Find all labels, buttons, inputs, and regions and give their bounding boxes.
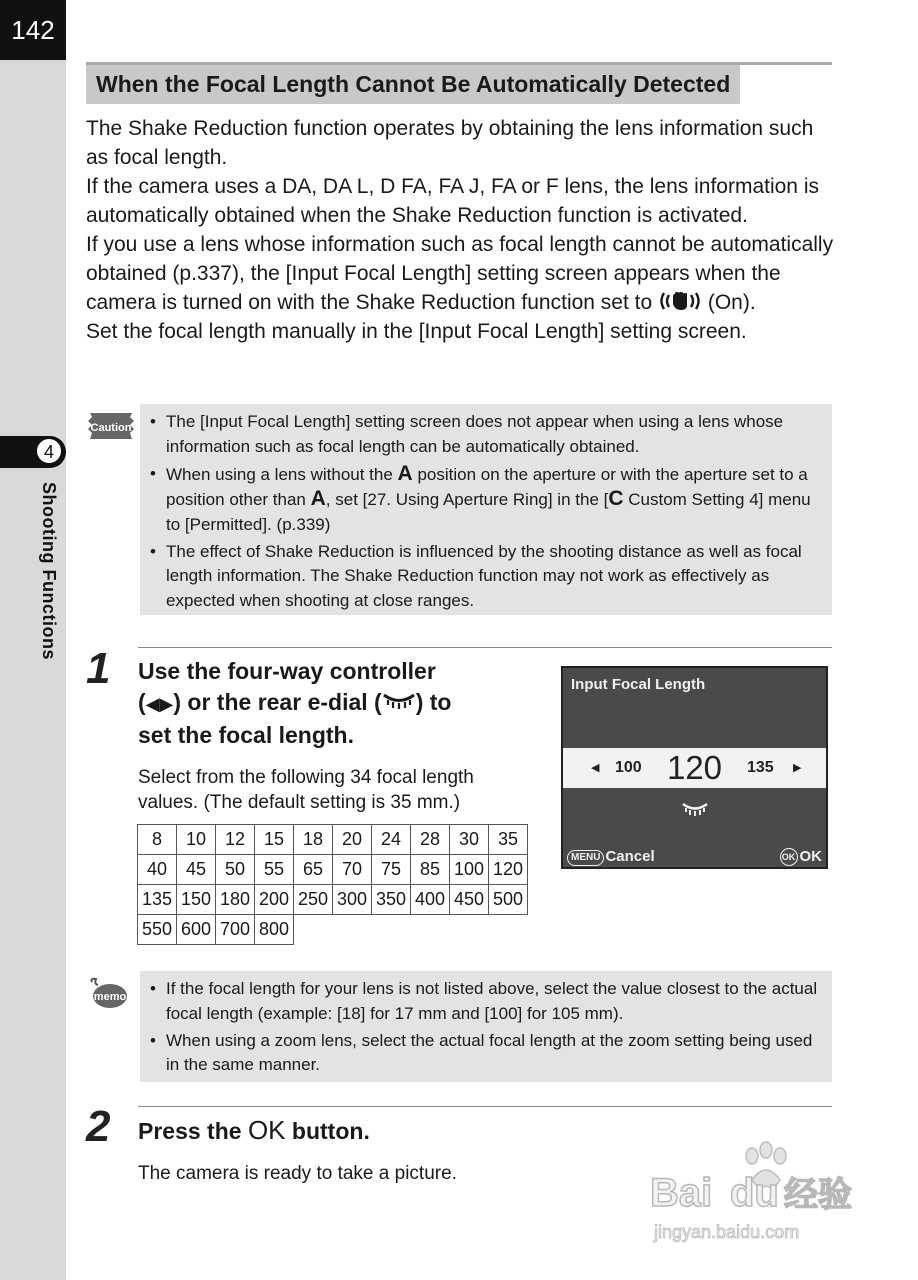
lcd-current-value: 120 [666, 749, 723, 786]
lcd-footer [567, 848, 822, 866]
right-arrow-icon: ▶ [793, 762, 802, 774]
page-number: 142 [0, 0, 66, 60]
caution-box [140, 404, 832, 615]
lcd-input-focal-length-screen [561, 666, 828, 869]
focal-length-cell [411, 915, 450, 945]
focal-length-cell: 20 [333, 825, 372, 855]
step-title [138, 1115, 370, 1147]
watermark-url: jingyan.baidu.com [654, 1222, 800, 1242]
focal-length-cell: 135 [138, 885, 177, 915]
step-title [138, 656, 451, 751]
focal-length-cell [294, 915, 333, 945]
focal-length-cell [333, 915, 372, 945]
intro-paragraph: Set the focal length manually in the [Input Focal Length] setting screen. [86, 320, 747, 343]
caution-text: Custom Setting 4] menu to [Permitted]. (p.339) [166, 490, 811, 534]
memo-box [140, 971, 832, 1082]
focal-length-cell: 500 [489, 885, 528, 915]
focal-length-cell: 24 [372, 825, 411, 855]
lcd-cancel-label: Cancel [605, 848, 655, 865]
focal-length-cell: 350 [372, 885, 411, 915]
step-title-line: Use the four-way controller [138, 658, 436, 684]
shake-reduction-on-icon [658, 290, 702, 312]
step-title-text: ) or the rear e-dial ( [173, 689, 382, 715]
caution-icon [86, 409, 136, 448]
caution-item: • The [Input Focal Length] setting screen does not appear when using a lens whose information such as focal length can be automatically obtained. [140, 410, 822, 459]
focal-length-row [138, 855, 528, 885]
lcd-e-dial-icon [681, 800, 709, 818]
focal-length-cell: 120 [489, 855, 528, 885]
focal-length-cell [450, 915, 489, 945]
focal-length-cell: 85 [411, 855, 450, 885]
focal-length-cell: 70 [333, 855, 372, 885]
step-title-line [138, 687, 451, 720]
memo-item: • If the focal length for your lens is not listed above, select the value closest to the actual focal length (example: [18] for 17 mm and [100] for 105 mm). [140, 977, 822, 1026]
step-title-text: ( [138, 689, 146, 715]
intro-text-span: If you use a lens whose information such as focal length cannot be automatically obtained (p.337), the [Input Focal Length] setting screen appears when the camera is turned on with the Shake Reduction function set to [86, 233, 834, 314]
step-title-text: button. [291, 1118, 370, 1144]
section-heading-text: When the Focal Length Cannot Be Automatically Detected [86, 65, 740, 104]
step-title-line: set the focal length. [138, 722, 354, 748]
chapter-title: Shooting Functions [39, 482, 59, 660]
focal-length-cell: 700 [216, 915, 255, 945]
caution-icon-label: Caution [90, 422, 132, 434]
memo-item: • When using a zoom lens, select the actual focal length at the zoom setting being used in the same manner. [140, 1029, 822, 1078]
watermark-brand: du [730, 1171, 779, 1215]
focal-length-cell: 550 [138, 915, 177, 945]
lcd-ok-label: OK [799, 848, 822, 865]
focal-length-cell: 30 [450, 825, 489, 855]
intro-paragraph: The Shake Reduction function operates by obtaining the lens information such as focal length. [86, 117, 814, 169]
focal-length-cell: 450 [450, 885, 489, 915]
focal-length-cell: 150 [177, 885, 216, 915]
focal-length-cell: 180 [216, 885, 255, 915]
intro-text [86, 114, 834, 346]
focal-length-cell: 12 [216, 825, 255, 855]
focal-length-table [137, 824, 528, 945]
focal-length-row [138, 915, 528, 945]
intro-paragraph: If the camera uses a DA, DA L, D FA, FA J, FA or F lens, the lens information is automatically obtained when the Shake Reduction function is activated. [86, 175, 819, 227]
custom-menu-c-symbol: C [608, 487, 624, 510]
focal-length-cell [489, 915, 528, 945]
baidu-watermark [648, 1140, 864, 1250]
focal-length-cell: 8 [138, 825, 177, 855]
lcd-ok-group [780, 848, 823, 866]
step-divider [138, 647, 832, 648]
four-way-arrows-icon: ◀▶ [145, 694, 174, 714]
focal-length-cell: 45 [177, 855, 216, 885]
watermark-cn: 经验 [784, 1175, 852, 1215]
menu-button-icon: MENU [567, 850, 604, 866]
step-description: Select from the following 34 focal length values. (The default setting is 35 mm.) [138, 767, 474, 813]
ok-button-symbol: OK [247, 1115, 286, 1145]
focal-length-cell: 28 [411, 825, 450, 855]
focal-length-row [138, 885, 528, 915]
watermark-brand: Bai [650, 1171, 713, 1215]
focal-length-cell: 18 [294, 825, 333, 855]
step-divider [138, 1106, 832, 1107]
lcd-prev-value: 100 [615, 759, 642, 776]
focal-length-cell: 200 [255, 885, 294, 915]
step-description: The camera is ready to take a picture. [138, 1163, 457, 1184]
focal-length-cell: 15 [255, 825, 294, 855]
step-number: 2 [86, 1102, 111, 1151]
focal-length-cell: 300 [333, 885, 372, 915]
lcd-title: Input Focal Length [571, 676, 706, 693]
focal-length-cell: 400 [411, 885, 450, 915]
focal-length-cell: 50 [216, 855, 255, 885]
caution-text: When using a lens without the [166, 464, 393, 484]
caution-text: position on the aperture or with the aperture set to a position other than [166, 464, 808, 509]
focal-length-cell: 40 [138, 855, 177, 885]
step-number: 1 [86, 644, 111, 693]
focal-length-row [138, 825, 528, 855]
chapter-number: 4 [36, 438, 62, 464]
section-heading [86, 62, 832, 104]
ok-button-icon: OK [780, 848, 798, 866]
caution-item [140, 462, 822, 538]
left-arrow-icon: ◀ [591, 762, 600, 774]
focal-length-cell: 250 [294, 885, 333, 915]
focal-length-cell [372, 915, 411, 945]
aperture-a-symbol: A [310, 487, 326, 510]
memo-icon-label: memo [93, 991, 127, 1003]
step-title-text: Press the [138, 1118, 242, 1144]
step-title-text: ) to [415, 689, 452, 715]
focal-length-cell: 75 [372, 855, 411, 885]
focal-length-cell: 800 [255, 915, 294, 945]
focal-length-cell: 65 [294, 855, 333, 885]
focal-length-cell: 100 [450, 855, 489, 885]
focal-length-cell: 10 [177, 825, 216, 855]
lcd-value-bar [563, 748, 826, 788]
lcd-next-value: 135 [747, 759, 774, 776]
focal-length-cell: 35 [489, 825, 528, 855]
caution-item: • The effect of Shake Reduction is influenced by the shooting distance as well as focal length information. The Shake Reduction function may not work as effectively as expected when shooting at close ranges. [140, 540, 822, 614]
intro-text-span: (On). [707, 291, 756, 314]
caution-text: , set [27. Using Aperture Ring] in the [ [325, 490, 609, 509]
focal-length-cell: 600 [177, 915, 216, 945]
focal-length-cell: 55 [255, 855, 294, 885]
aperture-a-symbol: A [397, 461, 413, 485]
intro-paragraph [86, 230, 834, 317]
rear-e-dial-icon [382, 690, 416, 712]
chapter-tab [0, 436, 66, 468]
memo-icon [88, 976, 130, 1019]
